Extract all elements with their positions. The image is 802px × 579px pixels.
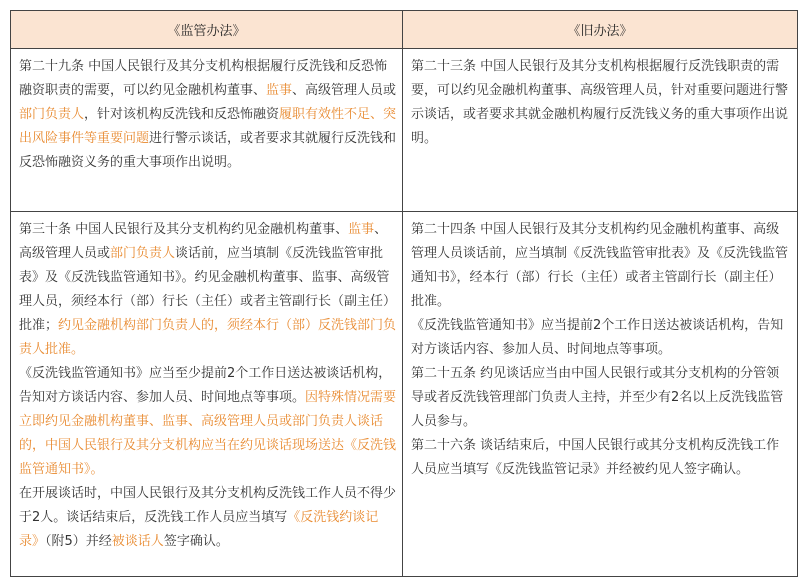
highlighted-text: 约见金融机构部门负责人的，须经本行（部）反洗钱部门负责人批准。 bbox=[19, 318, 397, 357]
clause-paragraph bbox=[411, 314, 792, 362]
highlighted-text: 监事 bbox=[348, 222, 375, 237]
comparison-table bbox=[10, 10, 798, 577]
clause-paragraph bbox=[411, 55, 792, 151]
clause-text: 《反洗钱监管通知书》应当至少提前2个工作日送达被谈话机构，告知对方谈话内容、参加人员、时间地点等事项。 bbox=[19, 366, 392, 405]
clause-text: 第二十九条 中国人民银行及其分支机构根据履行反洗钱和反恐怖融资职责的需要，可以约见金融机构董事、 bbox=[19, 59, 388, 98]
table-row bbox=[11, 212, 798, 577]
clause-paragraph bbox=[411, 434, 792, 482]
clause-text: 谈话前，应当填制《反洗钱监管审批表》及《反洗钱监管通知书》。约见金融机构董事、监事、高级管理人员，须经本行（部）行长（主任）或者主管副行长（副主任）批准； bbox=[19, 246, 397, 333]
clause-paragraph bbox=[411, 218, 792, 314]
clause-text: （附5）并经 bbox=[45, 534, 112, 549]
header-old-regulation: 《旧办法》 bbox=[403, 11, 798, 49]
clause-paragraph bbox=[19, 55, 397, 175]
clause-text: 第二十五条 约见谈话应当由中国人民银行或其分支机构的分管领导或者反洗钱管理部门负责人主持，并至少有2名以上反洗钱监管人员参与。 bbox=[411, 366, 784, 429]
highlighted-text: 监事 bbox=[266, 83, 293, 98]
row1-new-cell bbox=[11, 49, 403, 212]
clause-text: 第二十六条 谈话结束后，中国人民银行或其分支机构反洗钱工作人员应当填写《反洗钱监管记录》并经被约见人签字确认。 bbox=[411, 438, 780, 477]
clause-paragraph bbox=[411, 362, 792, 434]
header-new-regulation: 《监管办法》 bbox=[11, 11, 403, 49]
highlighted-text: 《反洗钱约谈记录》 bbox=[19, 510, 379, 549]
clause-text: ，针对该机构反洗钱和反恐怖融资 bbox=[84, 107, 280, 122]
row2-old-cell bbox=[403, 212, 798, 577]
row1-old-cell bbox=[403, 49, 798, 212]
clause-text: 第二十三条 中国人民银行及其分支机构根据履行反洗钱职责的需要，可以约见金融机构董事、高级管理人员，针对重要问题进行警示谈话，或者要求其就金融机构履行反洗钱义务的重大事项作出说明。 bbox=[411, 59, 789, 146]
clause-text: 、高级管理人员或 bbox=[19, 222, 388, 261]
clause-paragraph bbox=[19, 362, 397, 482]
clause-text: 在开展谈话时，中国人民银行及其分支机构反洗钱工作人员不得少于2人。谈话结束后，反洗钱工作人员应当填写 bbox=[19, 486, 397, 525]
highlighted-text: 被谈话人 bbox=[111, 534, 164, 549]
clause-paragraph bbox=[19, 482, 397, 554]
header-row bbox=[11, 11, 798, 49]
highlighted-text: 因特殊情况需要立即约见金融机构董事、监事、高级管理人员或部门负责人谈话的，中国人民银行及其分支机构应当在约见谈话现场送达《反洗钱监管通知书》。 bbox=[19, 390, 397, 477]
highlighted-text: 履职有效性不足、突出风险事件等重要问题 bbox=[19, 107, 397, 146]
clause-text: 签字确认。 bbox=[163, 534, 229, 549]
clause-paragraph bbox=[19, 218, 397, 362]
clause-text: 第三十条 中国人民银行及其分支机构约见金融机构董事、 bbox=[19, 222, 349, 237]
row2-new-cell bbox=[11, 212, 403, 577]
table-row bbox=[11, 49, 798, 212]
clause-text: 、高级管理人员或 bbox=[292, 83, 397, 98]
highlighted-text: 部门负责人 bbox=[110, 246, 176, 261]
clause-text: 第二十四条 中国人民银行及其分支机构约见金融机构董事、高级管理人员谈话前，应当填制《反洗钱监管审批表》及《反洗钱监管通知书》，经本行（部）行长（主任）或者主管副行长（副主任）批准。 bbox=[411, 222, 789, 309]
clause-text: 进行警示谈话，或者要求其就履行反洗钱和反恐怖融资义务的重大事项作出说明。 bbox=[19, 131, 397, 170]
clause-text: 《反洗钱监管通知书》应当提前2个工作日送达被谈话机构，告知对方谈话内容、参加人员、时间地点等事项。 bbox=[411, 318, 784, 357]
highlighted-text: 部门负责人 bbox=[19, 107, 85, 122]
